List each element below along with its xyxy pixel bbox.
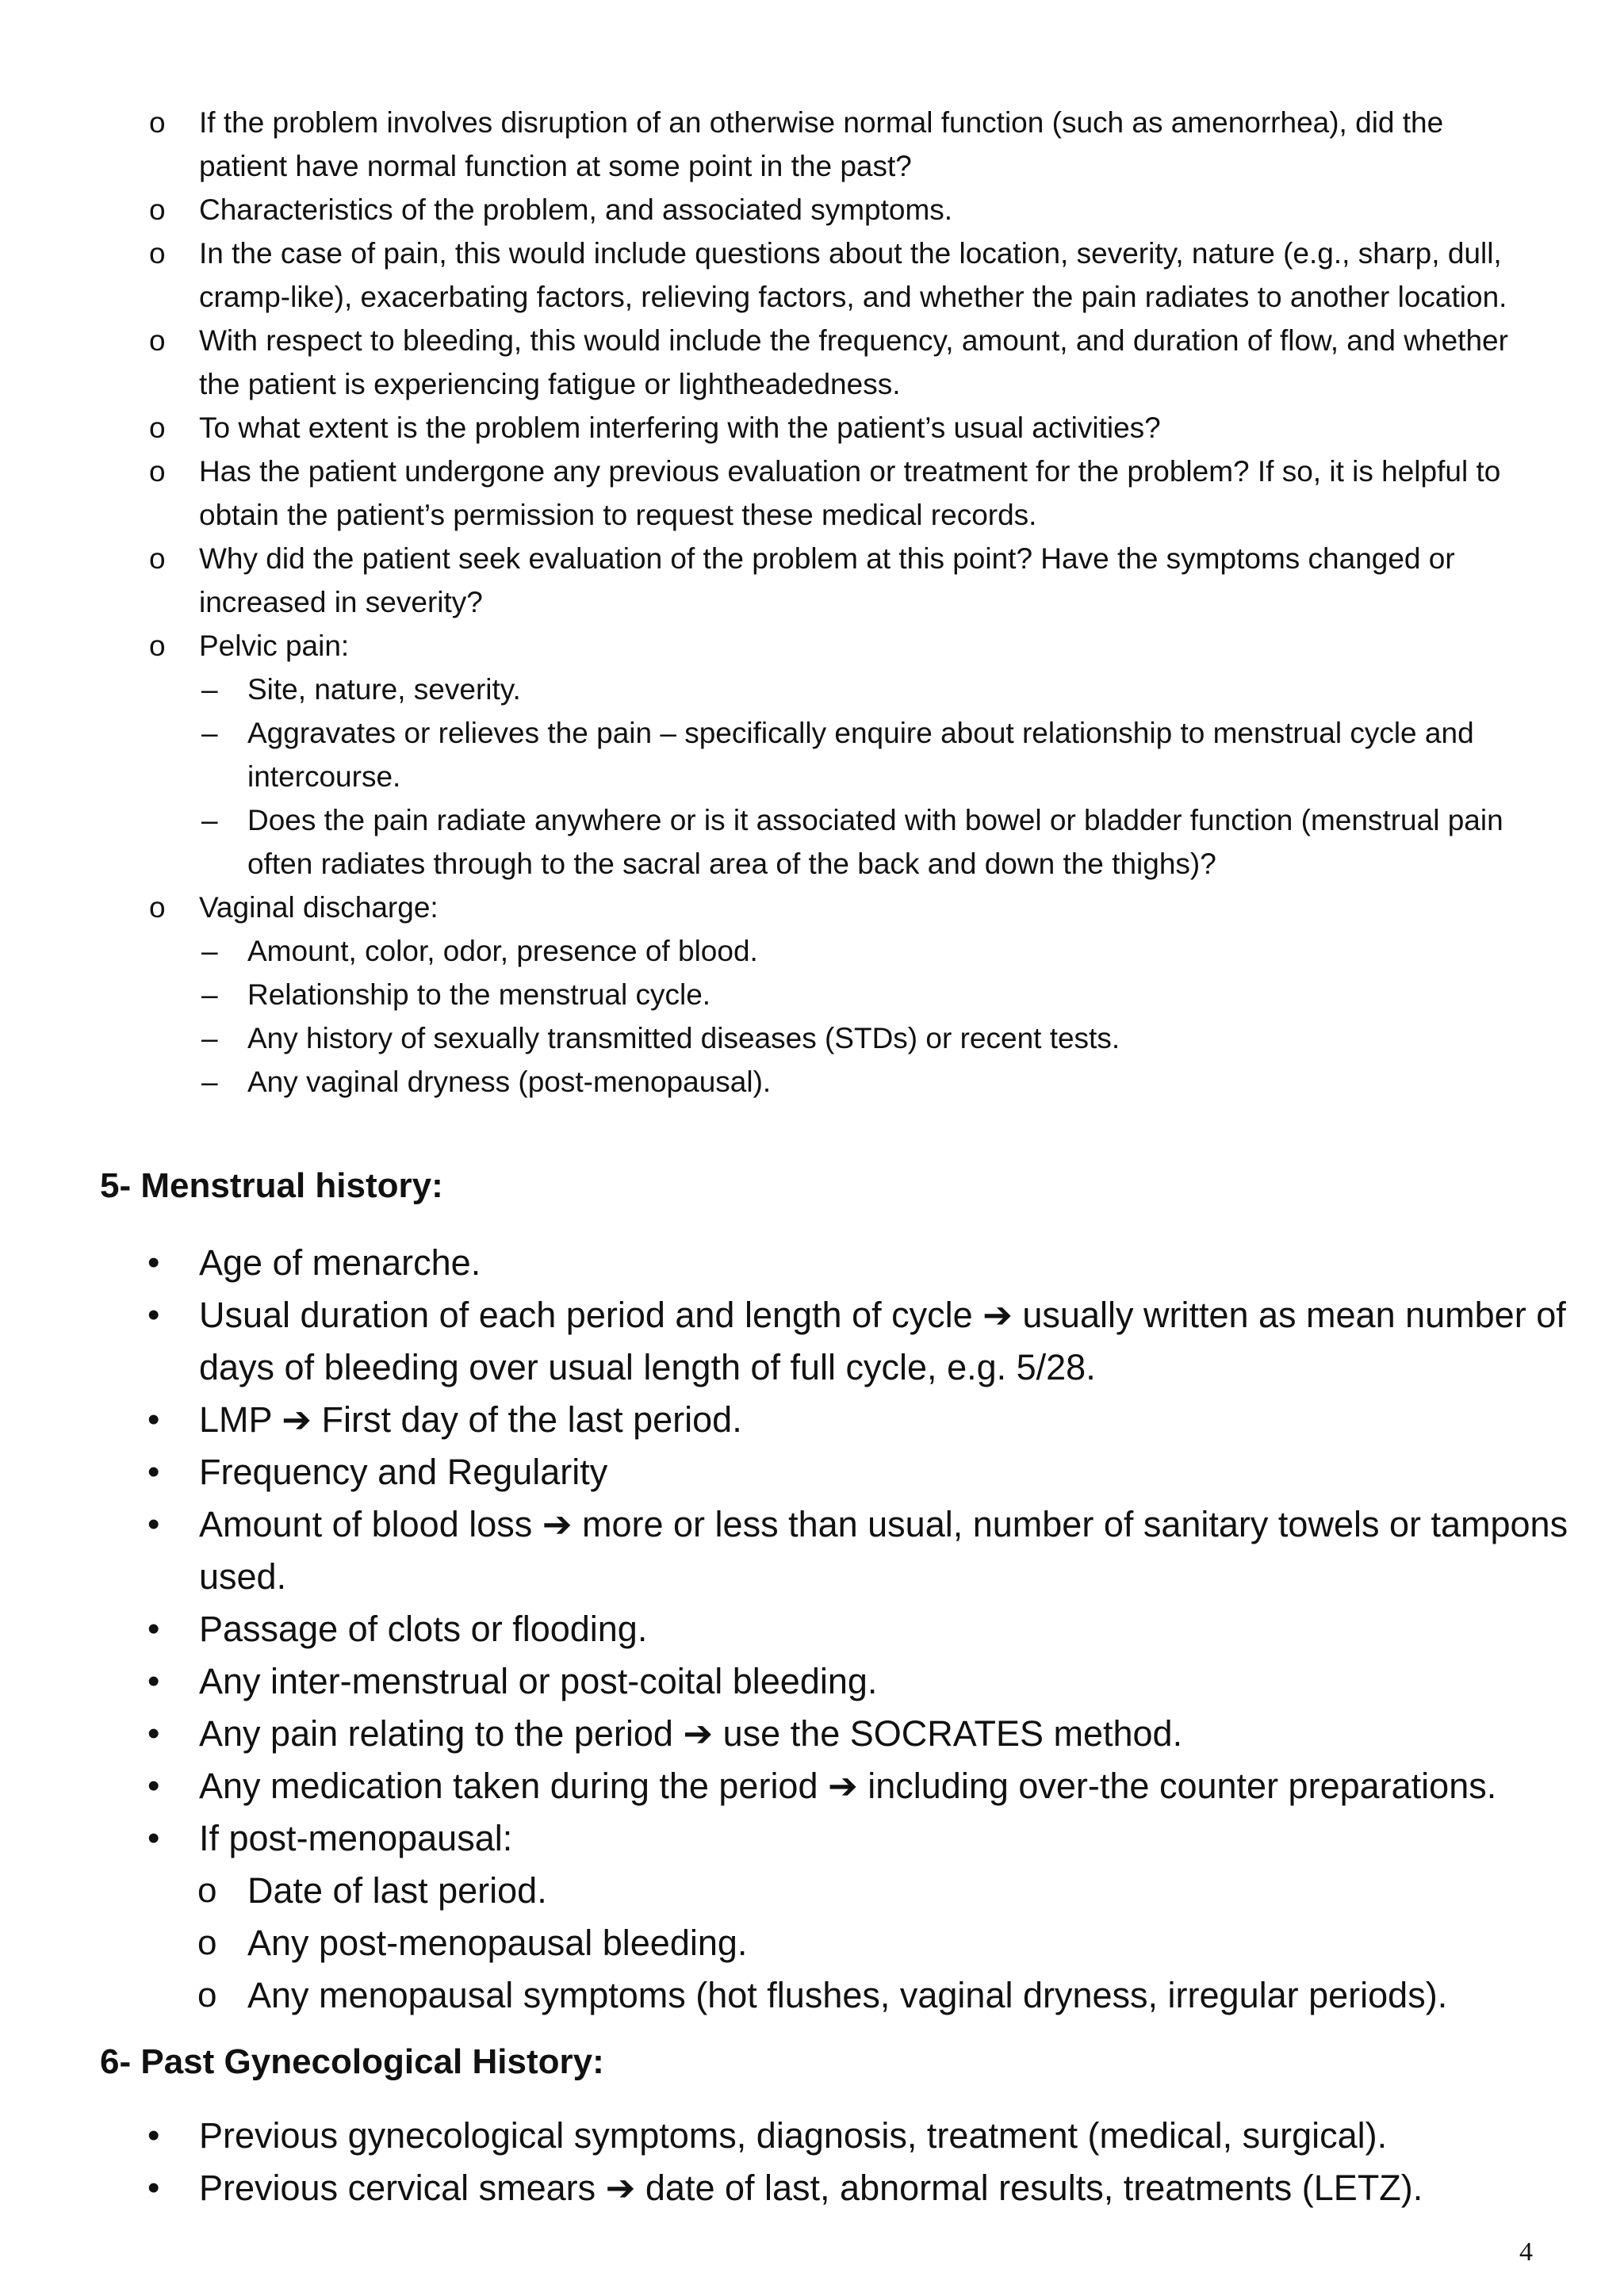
list-item-post-menopausal: • If post-menopausal: <box>0 1812 1624 1865</box>
circle-bullet-icon: o <box>149 629 166 662</box>
list-item: • LMP ➔ First day of the last period. <box>0 1394 1624 1446</box>
circle-bullet-icon: o <box>149 891 166 924</box>
arrow-right-icon: ➔ <box>982 1295 1013 1335</box>
bullet-icon: • <box>147 2116 160 2155</box>
list-item: • Frequency and Regularity <box>0 1446 1624 1498</box>
list-item: • Amount of blood loss ➔ more or less than usual, number of sanitary towels or tampons used. <box>0 1498 1624 1603</box>
sub-list-item: o Any post-menopausal bleeding. <box>0 1917 1624 1969</box>
history-question-list <box>0 101 1624 1104</box>
sub-list-item: – Amount, color, odor, presence of blood. <box>0 929 1624 973</box>
sub-list-item: – Any vaginal dryness (post-menopausal). <box>0 1060 1624 1104</box>
past-gynecological-history-list <box>0 2110 1624 2214</box>
circle-bullet-icon: o <box>149 455 166 488</box>
circle-bullet-icon: o <box>197 1871 217 1910</box>
list-item-vaginal-discharge: o Vaginal discharge: <box>0 886 1624 929</box>
list-item: o If the problem involves disruption of an otherwise normal function (such as amenorrhea), did the patient have normal function at some point in the past? <box>0 101 1624 188</box>
circle-bullet-icon: o <box>149 324 166 357</box>
list-item: • Age of menarche. <box>0 1237 1624 1289</box>
sub-list-item: – Site, nature, severity. <box>0 668 1624 711</box>
circle-bullet-icon: o <box>197 1923 217 1962</box>
list-item: • Passage of clots or flooding. <box>0 1603 1624 1655</box>
menstrual-history-list <box>0 1237 1624 2022</box>
dash-bullet-icon: – <box>201 935 218 967</box>
list-item: • Any inter-menstrual or post-coital bleeding. <box>0 1655 1624 1708</box>
bullet-icon: • <box>147 1505 160 1544</box>
menstrual-history-heading: 5- Menstrual history: <box>100 1166 443 1205</box>
sub-list-item: o Date of last period. <box>0 1865 1624 1917</box>
page-number: 4 <box>1519 2237 1533 2267</box>
sub-list-item: o Any menopausal symptoms (hot flushes, vaginal dryness, irregular periods). <box>0 1969 1624 2022</box>
circle-bullet-icon: o <box>197 1976 217 2015</box>
sub-list-item: – Does the pain radiate anywhere or is it associated with bowel or bladder function (menstrual pain often radiates through to the sacral area of the back and down the thighs)? <box>0 798 1624 886</box>
past-gynecological-history-heading: 6- Past Gynecological History: <box>100 2042 604 2081</box>
arrow-right-icon: ➔ <box>282 1399 312 1440</box>
arrow-right-icon: ➔ <box>828 1766 858 1806</box>
bullet-icon: • <box>147 1295 160 1334</box>
bullet-icon: • <box>147 1662 160 1701</box>
circle-bullet-icon: o <box>149 106 166 139</box>
list-item: • Usual duration of each period and length of cycle ➔ usually written as mean number of days of bleeding over usual length of full cycle, e.g. 5/28. <box>0 1289 1624 1394</box>
list-item: • Previous gynecological symptoms, diagnosis, treatment (medical, surgical). <box>0 2110 1624 2162</box>
dash-bullet-icon: – <box>201 1066 218 1098</box>
list-item: o With respect to bleeding, this would include the frequency, amount, and duration of flow, and whether the patient is experiencing fatigue or lightheadedness. <box>0 319 1624 406</box>
list-item-pelvic-pain: o Pelvic pain: <box>0 624 1624 668</box>
bullet-icon: • <box>147 1400 160 1439</box>
dash-bullet-icon: – <box>201 673 218 706</box>
circle-bullet-icon: o <box>149 237 166 270</box>
bullet-icon: • <box>147 1714 160 1753</box>
list-item: • Any pain relating to the period ➔ use the SOCRATES method. <box>0 1708 1624 1760</box>
arrow-right-icon: ➔ <box>542 1504 573 1544</box>
bullet-icon: • <box>147 1819 160 1858</box>
dash-bullet-icon: – <box>201 1022 218 1054</box>
list-item: o Why did the patient seek evaluation of the problem at this point? Have the symptoms changed or increased in severity? <box>0 537 1624 624</box>
arrow-right-icon: ➔ <box>683 1713 714 1754</box>
list-item: • Any medication taken during the period ➔ including over-the counter preparations. <box>0 1760 1624 1812</box>
list-item: o Has the patient undergone any previous evaluation or treatment for the problem? If so, it is helpful to obtain the patient’s permission to request these medical records. <box>0 450 1624 537</box>
list-item: o In the case of pain, this would include questions about the location, severity, nature (e.g., sharp, dull, cramp-like), exacerbating factors, relieving factors, and whether the pain radiates to another location. <box>0 232 1624 319</box>
dash-bullet-icon: – <box>201 717 218 749</box>
dash-bullet-icon: – <box>201 804 218 836</box>
circle-bullet-icon: o <box>149 542 166 575</box>
bullet-icon: • <box>147 1452 160 1491</box>
bullet-icon: • <box>147 1243 160 1282</box>
bullet-icon: • <box>147 1609 160 1648</box>
list-item: • Previous cervical smears ➔ date of last, abnormal results, treatments (LETZ). <box>0 2162 1624 2214</box>
circle-bullet-icon: o <box>149 193 166 226</box>
circle-bullet-icon: o <box>149 411 166 444</box>
bullet-icon: • <box>147 2168 160 2207</box>
sub-list-item: – Any history of sexually transmitted diseases (STDs) or recent tests. <box>0 1016 1624 1060</box>
sub-list-item: – Relationship to the menstrual cycle. <box>0 973 1624 1016</box>
list-item: o Characteristics of the problem, and associated symptoms. <box>0 188 1624 232</box>
dash-bullet-icon: – <box>201 978 218 1011</box>
sub-list-item: – Aggravates or relieves the pain – specifically enquire about relationship to menstrual cycle and intercourse. <box>0 711 1624 798</box>
arrow-right-icon: ➔ <box>605 2168 636 2208</box>
bullet-icon: • <box>147 1766 160 1805</box>
list-item: o To what extent is the problem interfering with the patient’s usual activities? <box>0 406 1624 450</box>
